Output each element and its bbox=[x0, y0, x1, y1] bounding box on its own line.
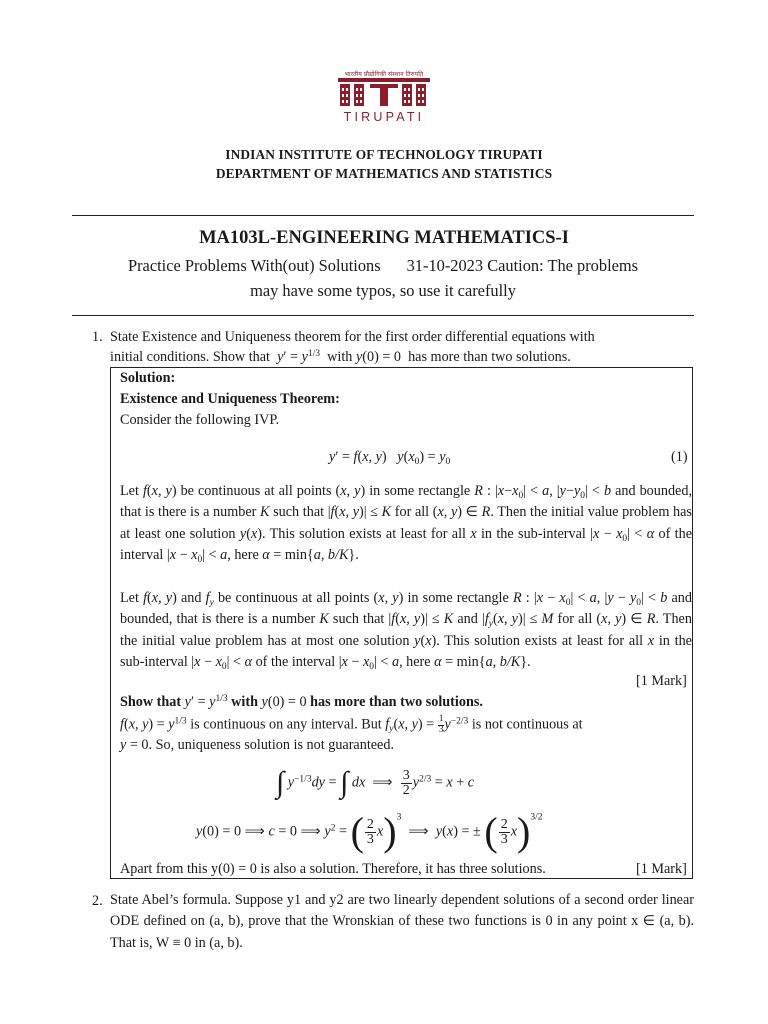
equation-number: (1) bbox=[671, 449, 688, 465]
logo-tirupati-text: TIRUPATI bbox=[343, 110, 425, 124]
logo-hindi-text: भारतीय प्रौद्योगिकी संस्थान तिरुपति bbox=[344, 72, 424, 78]
show-that-heading: Show that $y' = y^{1/3}$ with y(0) = 0 has more than two solutions. bbox=[120, 694, 483, 710]
title-rule bbox=[72, 315, 694, 316]
practice-problems-label: Practice Problems With(out) Solutions bbox=[127, 256, 381, 275]
existence-paragraph: Let f(x, y) be continuous at all points (x, y) in some rectangle R : $|x-x_0| < a$, $|y-y_0| < b$ and bounded, that is there is a number K such that |f(x, y)| ≤ K for all (x, y) ∈ R. Then the initial value problem has at least one solution y(x). This solution exists at least for all x in the sub-interval $|x - x_0| < \alpha$ of the interval $|x - x_0| < a$, here α = min{a, b/K}. bbox=[120, 483, 693, 565]
caution-text: Caution: The problems bbox=[487, 256, 639, 275]
mark-label-2: [1 Mark] bbox=[636, 861, 687, 877]
department-name: DEPARTMENT OF MATHEMATICS AND STATISTICS bbox=[215, 166, 553, 181]
subtitle-line-1 bbox=[72, 256, 694, 276]
date-label: 31-10-2023 bbox=[406, 256, 484, 275]
final-sentence: Apart from this y(0) = 0 is also a solution. Therefore, it has three solutions. bbox=[120, 861, 546, 877]
course-title: MA103L-ENGINEERING MATHEMATICS-I bbox=[199, 228, 569, 248]
consider-text: Consider the following IVP. bbox=[120, 412, 280, 428]
integration-equation: ∫ $y^{-1/3}dy$ = ∫ dx ⟹ $\frac{3}{2}$ $y^{2/3} = x + c$ bbox=[276, 766, 475, 799]
uniqueness-not-guaranteed: y = 0. So, uniqueness solution is not guaranteed. bbox=[120, 737, 394, 753]
problem-2-text: State Abel’s formula. Suppose y1 and y2 are two linearly dependent solutions of a second order linear ODE defined on (a, b), prove that the Wronskian of these two functions is 0 in any point x ∈ (a, b). That is, W ≡ 0 in (a, b). bbox=[110, 892, 694, 951]
mark-label-1: [1 Mark] bbox=[636, 673, 687, 689]
solution-label: Solution: bbox=[120, 370, 176, 386]
institute-name: INDIAN INSTITUTE OF TECHNOLOGY TIRUPATI bbox=[225, 147, 543, 162]
iit-tirupati-logo bbox=[336, 70, 432, 126]
problem-1-text-line1: State Existence and Uniqueness theorem for the first order differential equations with bbox=[110, 329, 595, 345]
theorem-heading: Existence and Uniqueness Theorem: bbox=[120, 391, 340, 407]
problem-2-number: 2. bbox=[92, 893, 103, 909]
header-rule bbox=[72, 215, 694, 216]
solution-derivation: y(0) = 0 ⟹ c = 0 ⟹ $y^2$ = ( $\frac{2}{3}$ x)$^3$ ⟹ y(x) = ± ( $\frac{2}{3}$ x)$^{3/2}$ bbox=[196, 809, 543, 854]
uniqueness-paragraph: Let f(x, y) and $f_y$ be continuous at all points (x, y) in some rectangle R : $|x - x_0| < a$, $|y - y_0| < b$ and bounded, that is there is a number K such that |f(x, y)| ≤ K and $|f_y(x$, y)| ≤ M for all (x, y) ∈ R. Then the initial value problem has at most one solution y(x). This solution exists at least for all x in the sub-interval $|x - x_0| < \alpha$ of the interval $|x - x_0| < a$, here α = min{a, b/K}. bbox=[120, 590, 692, 672]
problem-1-text-line2: initial conditions. Show that $y' = y^{1/3}$ with y(0) = 0 has more than two solutions. bbox=[110, 349, 571, 365]
continuity-line: f(x, $y) = y^{1/3}$ is continuous on any interval. But $f_y(x$, y) = $\frac{1}{3}$ $y^{-2/3}$ is not continuous at bbox=[120, 714, 583, 735]
problem-1-number: 1. bbox=[92, 329, 103, 345]
subtitle-line-2: may have some typos, so use it carefully bbox=[250, 281, 516, 300]
ivp-equation: y′ = f(x, y) $y(x_0) = y_0$ bbox=[329, 449, 451, 467]
